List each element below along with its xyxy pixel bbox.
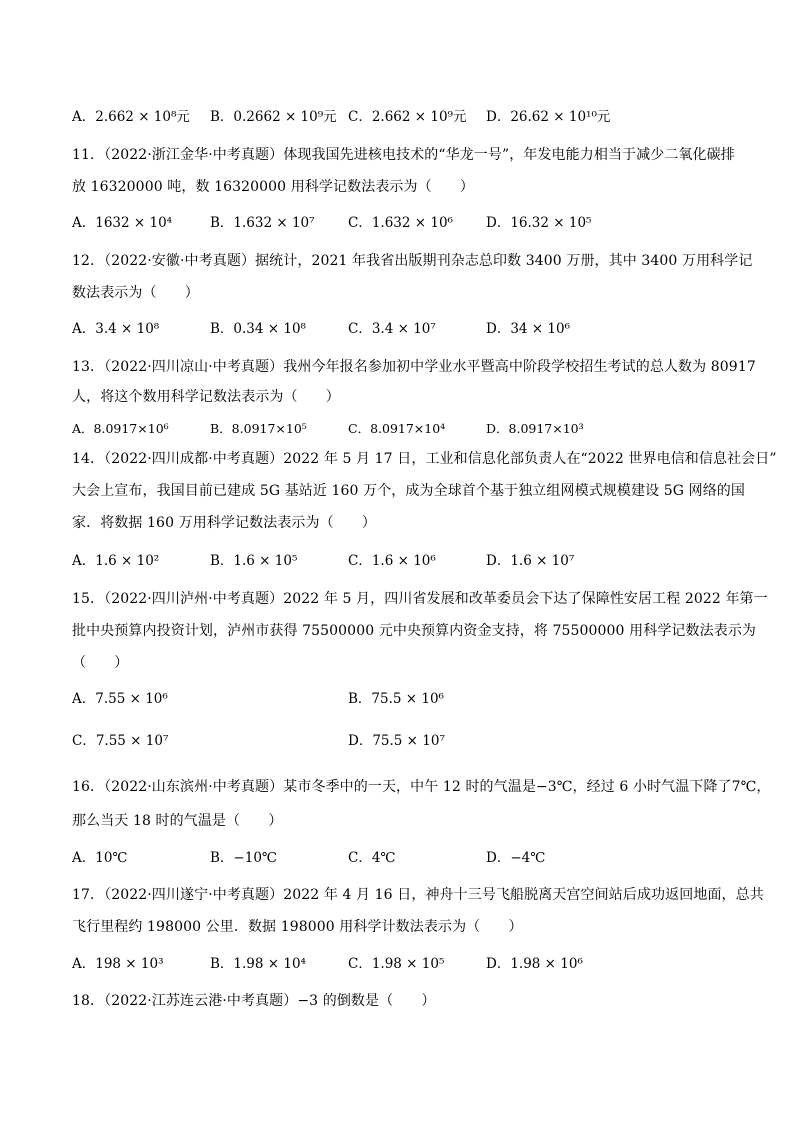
q15-option-b: B．75.5 × 10⁶	[348, 691, 444, 707]
q11-stem-line-1: 11．（2022·浙江金华·中考真题）体现我国先进核电技术的“华龙一号”，年发电能力相当于减少二氧化碳排	[72, 147, 735, 163]
q15-stem-line-3: （ ）	[72, 655, 129, 671]
q11-option-c: C．1.632 × 10⁶	[348, 215, 453, 231]
q14-option-b: B．1.6 × 10⁵	[210, 553, 298, 569]
q12-option-a: A．3.4 × 10⁸	[72, 321, 160, 337]
q17-option-c: C．1.98 × 10⁵	[348, 956, 445, 972]
q15-stem-line-1: 15．（2022·四川泸州·中考真题）2022 年 5 月，四川省发展和改革委员会下达了保障性安居工程 2022 年第一	[72, 591, 768, 607]
q16-stem-line-1: 16．（2022·山东滨州·中考真题）某市冬季中的一天，中午 12 时的气温是−3℃，经过 6 小时气温下降了7℃，	[72, 779, 771, 795]
q12-stem-line-1: 12．（2022·安徽·中考真题）据统计，2021 年我省出版期刊杂志总印数 3400 万册，其中 3400 万用科学记	[72, 253, 753, 269]
q12-option-c: C．3.4 × 10⁷	[348, 321, 436, 337]
q14-stem-line-2: 大会上宣布，我国目前已建成 5G 基站近 160 万个，成为全球首个基于独立组网模式规模建设 5G 网络的国	[72, 483, 746, 499]
q17-option-b: B．1.98 × 10⁴	[210, 956, 306, 972]
q16-stem-line-2: 那么当天 18 时的气温是（ ）	[72, 813, 283, 829]
q16-option-b: B．−10℃	[210, 850, 278, 866]
q11-option-b: B．1.632 × 10⁷	[210, 215, 315, 231]
q11-option-a: A．1632 × 10⁴	[72, 215, 173, 231]
q10-option-b: B．0.2662 × 10⁹元	[210, 109, 337, 125]
q10-option-d: D．26.62 × 10¹⁰元	[486, 109, 611, 125]
q13-stem-line-2: 人，将这个数用科学记数法表示为（ ）	[72, 389, 340, 405]
q13-option-a: A．8.0917×10⁶	[72, 421, 169, 436]
q13-stem-line-1: 13．（2022·四川凉山·中考真题）我州今年报名参加初中学业水平暨高中阶段学校招生考试的总人数为 80917	[72, 359, 756, 375]
q14-stem-line-1: 14．（2022·四川成都·中考真题）2022 年 5 月 17 日，工业和信息化部负责人在“2022 世界电信和信息社会日”	[72, 451, 777, 467]
q17-option-a: A．198 × 10³	[72, 956, 164, 972]
q17-stem-line-2: 飞行里程约 198000 公里．数据 198000 用科学计数法表示为（ ）	[72, 919, 523, 935]
q17-stem-line-1: 17．（2022·四川遂宁·中考真题）2022 年 4 月 16 日，神舟十三号飞船脱离天宫空间站后成功返回地面，总共	[72, 887, 764, 903]
q11-stem-line-2: 放 16320000 吨，数 16320000 用科学记数法表示为（ ）	[72, 179, 475, 195]
q12-option-b: B．0.34 × 10⁸	[210, 321, 306, 337]
q14-option-a: A．1.6 × 10²	[72, 553, 160, 569]
q10-option-a: A．2.662 × 10⁸元	[72, 109, 190, 125]
q12-stem-line-2: 数法表示为（ ）	[72, 285, 199, 301]
q17-option-d: D．1.98 × 10⁶	[486, 956, 583, 972]
q15-option-d: D．75.5 × 10⁷	[348, 733, 445, 749]
q16-option-a: A．10℃	[72, 850, 128, 866]
q14-option-c: C．1.6 × 10⁶	[348, 553, 436, 569]
q15-option-c: C．7.55 × 10⁷	[72, 733, 169, 749]
q15-option-a: A．7.55 × 10⁶	[72, 691, 168, 707]
q13-option-b: B．8.0917×10⁵	[210, 421, 307, 436]
q13-option-d: D．8.0917×10³	[486, 421, 584, 436]
q10-option-c: C．2.662 × 10⁹元	[348, 109, 467, 125]
q11-option-d: D．16.32 × 10⁵	[486, 215, 592, 231]
q14-stem-line-3: 家．将数据 160 万用科学记数法表示为（ ）	[72, 515, 377, 531]
q16-option-d: D．−4℃	[486, 850, 546, 866]
q13-option-c: C．8.0917×10⁴	[348, 421, 446, 436]
q18-stem-line-1: 18．（2022·江苏连云港·中考真题）−3 的倒数是（ ）	[72, 993, 436, 1009]
q16-option-c: C．4℃	[348, 850, 396, 866]
q12-option-d: D．34 × 10⁶	[486, 321, 570, 337]
q15-stem-line-2: 批中央预算内投资计划，泸州市获得 75500000 元中央预算内资金支持，将 75500000 用科学记数法表示为	[72, 623, 757, 639]
q14-option-d: D．1.6 × 10⁷	[486, 553, 575, 569]
